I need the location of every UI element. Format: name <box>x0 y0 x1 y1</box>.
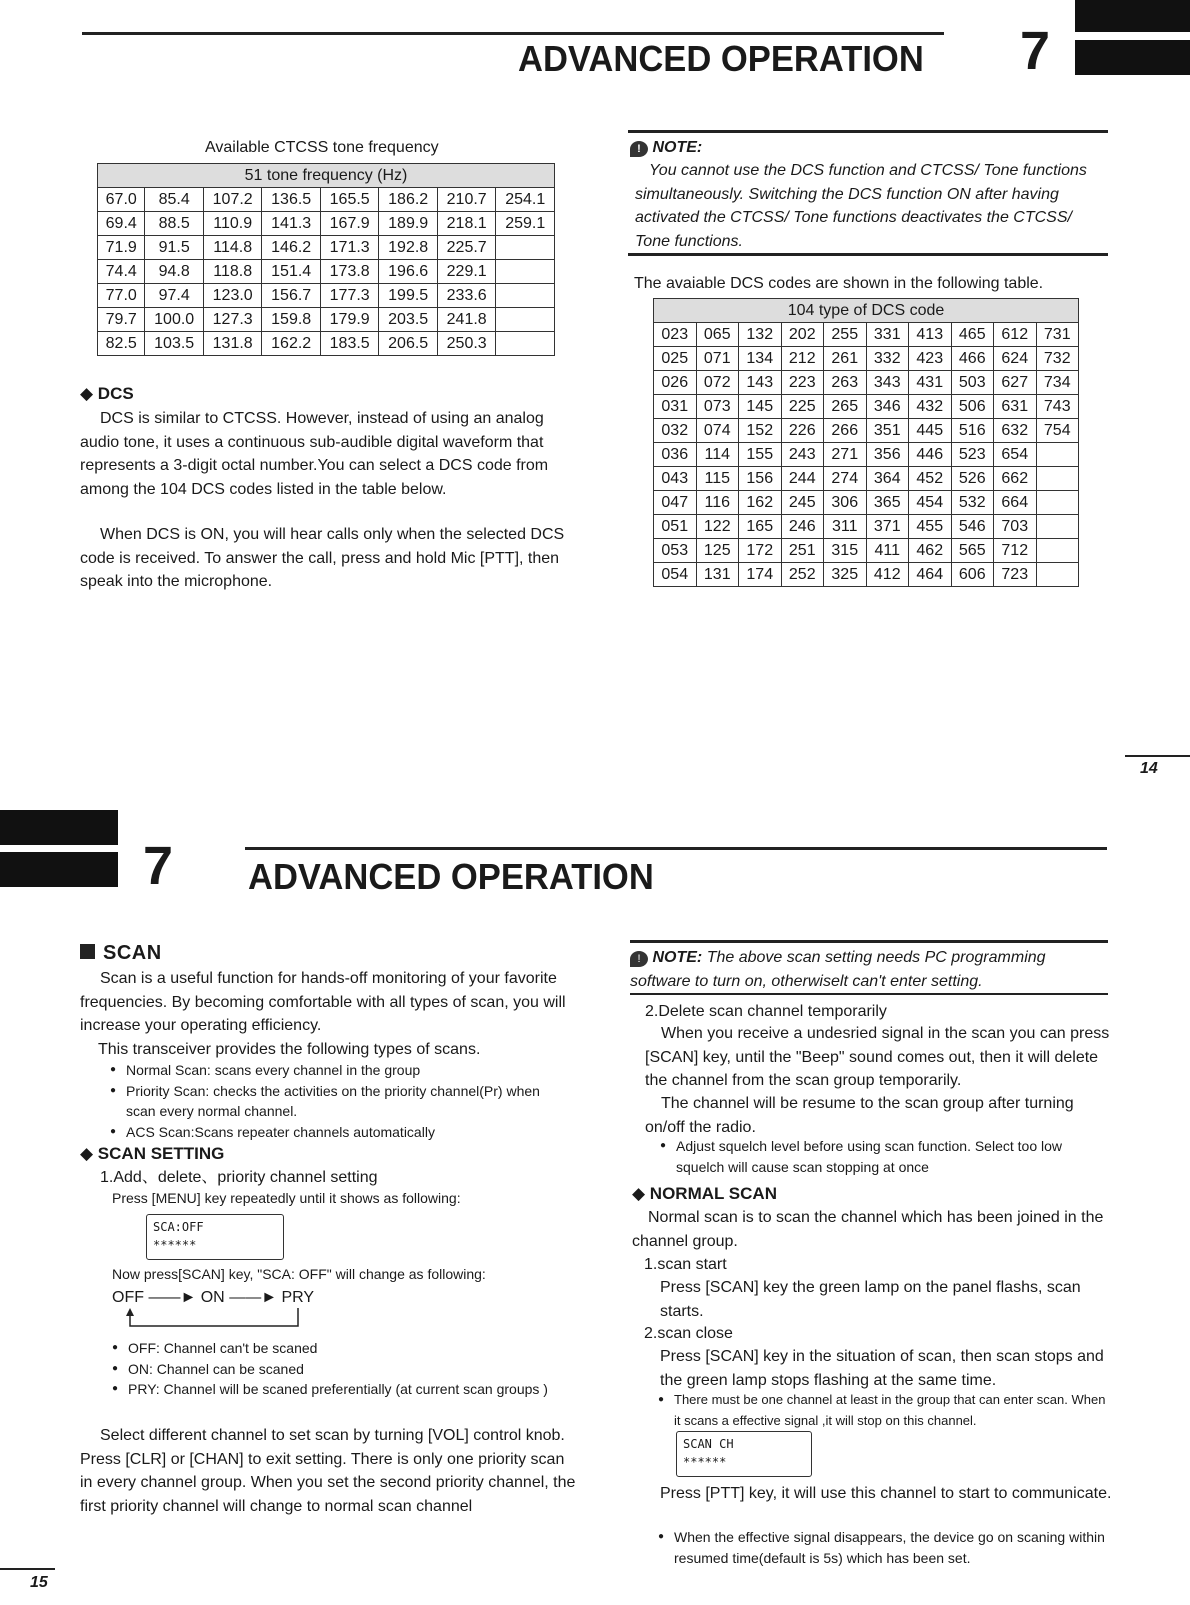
table-cell: 183.5 <box>320 332 379 356</box>
table-cell: 123.0 <box>203 284 262 308</box>
table-cell: 031 <box>654 395 697 419</box>
table-cell: 032 <box>654 419 697 443</box>
table-cell: 74.4 <box>98 260 145 284</box>
table-cell: 074 <box>696 419 739 443</box>
table-cell: 79.7 <box>98 308 145 332</box>
cycle-pry: PRY <box>281 1289 315 1306</box>
table-cell: 043 <box>654 467 697 491</box>
table-cell: 703 <box>994 515 1037 539</box>
note-icon: ! <box>630 951 648 967</box>
diamond-icon: ◆ <box>80 384 98 403</box>
table-cell: 331 <box>866 323 909 347</box>
table-cell: 411 <box>866 539 909 563</box>
table-cell: 189.9 <box>379 212 438 236</box>
table-cell: 196.6 <box>379 260 438 284</box>
table-cell: 054 <box>654 563 697 587</box>
table-cell: 192.8 <box>379 236 438 260</box>
table-cell: 606 <box>951 563 994 587</box>
table-cell: 210.7 <box>437 188 496 212</box>
table-cell: 565 <box>951 539 994 563</box>
table-cell: 226 <box>781 419 824 443</box>
note-bottom-rule <box>628 253 1108 256</box>
table-cell: 306 <box>824 491 867 515</box>
page-number: 15 <box>30 1574 48 1591</box>
table-cell: 466 <box>951 347 994 371</box>
table-cell: 732 <box>1036 347 1079 371</box>
note-label: NOTE: <box>652 949 703 966</box>
table-cell <box>1036 563 1079 587</box>
table-cell: 423 <box>909 347 952 371</box>
scan-setting-heading: ◆ SCAN SETTING <box>80 1144 225 1163</box>
lcd-display <box>146 1214 284 1260</box>
table-cell: 156.7 <box>262 284 321 308</box>
table-cell: 412 <box>866 563 909 587</box>
table-cell: 462 <box>909 539 952 563</box>
table-cell: 365 <box>866 491 909 515</box>
select-paragraph: Select different channel to set scan by turning [VOL] control knob. Press [CLR] or [CHAN] to exit setting. There is only one priority scan in every channel group. When you set the second priority channel, the first priority channel will change to normal scan channel <box>80 1427 576 1515</box>
table-cell: 712 <box>994 539 1037 563</box>
table-cell: 162 <box>739 491 782 515</box>
note-icon: ! <box>630 141 648 157</box>
table-cell: 516 <box>951 419 994 443</box>
table-row <box>654 515 1079 539</box>
table-cell: 159.8 <box>262 308 321 332</box>
table-cell: 432 <box>909 395 952 419</box>
scan-types-intro: This transceiver provides the following types of scans. <box>98 1041 481 1058</box>
note-top-rule <box>628 130 1108 133</box>
table-row <box>654 467 1079 491</box>
table-cell: 100.0 <box>145 308 204 332</box>
table-cell: 023 <box>654 323 697 347</box>
table-cell: 452 <box>909 467 952 491</box>
ctcss-table-header: 51 tone frequency (Hz) <box>98 164 555 188</box>
table-cell: 243 <box>781 443 824 467</box>
table-cell: 136.5 <box>262 188 321 212</box>
table-cell: 465 <box>951 323 994 347</box>
table-cell: 351 <box>866 419 909 443</box>
lcd-line: ****** <box>153 1238 197 1252</box>
table-cell: 464 <box>909 563 952 587</box>
list-item: ● ON: Channel can be scaned <box>112 1359 572 1380</box>
table-cell: 734 <box>1036 371 1079 395</box>
table-cell: 155 <box>739 443 782 467</box>
note <box>630 946 1108 993</box>
table-cell: 143 <box>739 371 782 395</box>
table-cell: 172 <box>739 539 782 563</box>
page-number-rule <box>1125 755 1190 757</box>
list-item: ● Adjust squelch level before using scan function. Select too low squelch will cause scan stopping at once <box>660 1136 1110 1177</box>
table-cell: 115 <box>696 467 739 491</box>
table-cell: 364 <box>866 467 909 491</box>
table-cell: 114 <box>696 443 739 467</box>
chapter-number: 7 <box>143 836 174 896</box>
square-icon <box>80 944 95 959</box>
table-cell: 631 <box>994 395 1037 419</box>
table-cell: 315 <box>824 539 867 563</box>
table-cell: 91.5 <box>145 236 204 260</box>
lcd-line: ****** <box>683 1455 727 1469</box>
table-cell: 82.5 <box>98 332 145 356</box>
table-cell: 151.4 <box>262 260 321 284</box>
cycle-off: OFF <box>112 1289 144 1306</box>
table-cell: 233.6 <box>437 284 496 308</box>
table-row <box>654 323 1079 347</box>
table-cell: 177.3 <box>320 284 379 308</box>
table-cell: 97.4 <box>145 284 204 308</box>
table-cell: 203.5 <box>379 308 438 332</box>
diamond-icon: ◆ <box>632 1184 650 1203</box>
table-cell: 662 <box>994 467 1037 491</box>
table-cell: 454 <box>909 491 952 515</box>
table-cell: 223 <box>781 371 824 395</box>
table-cell: 072 <box>696 371 739 395</box>
normal-scan-heading: ◆ NORMAL SCAN <box>632 1184 777 1203</box>
table-cell: 145 <box>739 395 782 419</box>
table-cell <box>496 260 555 284</box>
table-cell: 743 <box>1036 395 1079 419</box>
table-cell: 371 <box>866 515 909 539</box>
table-cell: 263 <box>824 371 867 395</box>
chapter-tab-block <box>0 810 118 845</box>
ptt-paragraph: Press [PTT] key, it will use this channel to start to communicate. <box>660 1485 1112 1502</box>
dcs-heading: ◆ DCS <box>80 384 134 403</box>
table-cell: 225.7 <box>437 236 496 260</box>
table-cell: 122 <box>696 515 739 539</box>
table-cell: 624 <box>994 347 1037 371</box>
table-cell: 053 <box>654 539 697 563</box>
table-cell: 252 <box>781 563 824 587</box>
table-row <box>654 491 1079 515</box>
scan-types-list <box>110 1060 570 1142</box>
table-cell: 251 <box>781 539 824 563</box>
table-cell: 065 <box>696 323 739 347</box>
lcd-line: SCAN CH <box>683 1437 734 1451</box>
table-cell: 199.5 <box>379 284 438 308</box>
table-row <box>654 539 1079 563</box>
table-cell: 225 <box>781 395 824 419</box>
table-cell: 431 <box>909 371 952 395</box>
scan-close-bullet <box>658 1390 1113 1431</box>
table-cell: 167.9 <box>320 212 379 236</box>
table-cell: 325 <box>824 563 867 587</box>
table-cell: 250.3 <box>437 332 496 356</box>
table-cell: 265 <box>824 395 867 419</box>
table-cell: 311 <box>824 515 867 539</box>
note-text: The above scan setting needs PC programming software to turn on, otherwiselt can't enter setting. <box>630 949 1046 990</box>
table-cell: 346 <box>866 395 909 419</box>
table-cell <box>1036 539 1079 563</box>
table-cell: 246 <box>781 515 824 539</box>
list-item: ● Normal Scan: scans every channel in the group <box>110 1060 570 1081</box>
list-item: ● PRY: Channel will be scaned preferentially (at current scan groups ) <box>112 1379 572 1400</box>
table-cell: 186.2 <box>379 188 438 212</box>
table-row <box>98 260 555 284</box>
table-cell <box>1036 443 1079 467</box>
cycle-return-arrow <box>118 1306 303 1332</box>
table-cell: 731 <box>1036 323 1079 347</box>
table-row <box>98 332 555 356</box>
table-row <box>98 236 555 260</box>
table-cell: 446 <box>909 443 952 467</box>
table-cell: 173.8 <box>320 260 379 284</box>
table-cell: 526 <box>951 467 994 491</box>
table-cell: 546 <box>951 515 994 539</box>
table-cell: 036 <box>654 443 697 467</box>
now-press-text: Now press[SCAN] key, "SCA: OFF" will change as following: <box>112 1266 486 1282</box>
table-cell: 88.5 <box>145 212 204 236</box>
table-cell: 503 <box>951 371 994 395</box>
dcs-table-header: 104 type of DCS code <box>654 299 1079 323</box>
table-cell: 107.2 <box>203 188 262 212</box>
table-cell: 274 <box>824 467 867 491</box>
table-cell: 271 <box>824 443 867 467</box>
table-cell: 261 <box>824 347 867 371</box>
setting-step: 1.Add、delete、priority channel setting <box>100 1169 378 1186</box>
normal-scan-paragraph: Normal scan is to scan the channel which has been joined in the channel group. <box>632 1209 1104 1250</box>
table-cell: 245 <box>781 491 824 515</box>
table-cell <box>496 236 555 260</box>
dcs-paragraph: When DCS is ON, you will hear calls only when the selected DCS code is received. To answer the call, press and hold Mic [PTT], then speak into the microphone. <box>80 526 565 590</box>
table-cell: 259.1 <box>496 212 555 236</box>
cycle-on: ON <box>200 1289 225 1306</box>
table-cell: 131 <box>696 563 739 587</box>
table-cell: 85.4 <box>145 188 204 212</box>
table-row <box>654 371 1079 395</box>
table-cell: 654 <box>994 443 1037 467</box>
table-row <box>98 284 555 308</box>
table-cell: 152 <box>739 419 782 443</box>
table-cell: 413 <box>909 323 952 347</box>
diamond-icon: ◆ <box>80 1144 98 1163</box>
table-cell: 229.1 <box>437 260 496 284</box>
chapter-number: 7 <box>1020 21 1051 81</box>
table-cell: 162.2 <box>262 332 321 356</box>
table-cell: 206.5 <box>379 332 438 356</box>
table-cell: 025 <box>654 347 697 371</box>
bottom-header-rule <box>245 847 1107 850</box>
table-cell: 165.5 <box>320 188 379 212</box>
table-cell: 071 <box>696 347 739 371</box>
table-cell: 141.3 <box>262 212 321 236</box>
table-cell: 612 <box>994 323 1037 347</box>
table-cell: 71.9 <box>98 236 145 260</box>
table-row <box>654 443 1079 467</box>
table-cell: 532 <box>951 491 994 515</box>
table-cell: 664 <box>994 491 1037 515</box>
list-item: ● Priority Scan: checks the activities on the priority channel(Pr) when scan every normal channel. <box>110 1081 570 1122</box>
scan-close-heading: 2.scan close <box>644 1325 733 1342</box>
table-cell: 266 <box>824 419 867 443</box>
table-cell: 523 <box>951 443 994 467</box>
table-cell: 051 <box>654 515 697 539</box>
chapter-tab-block <box>1075 40 1190 75</box>
table-cell: 132 <box>739 323 782 347</box>
table-row <box>654 395 1079 419</box>
chapter-tab-block <box>1075 0 1190 32</box>
table-cell: 754 <box>1036 419 1079 443</box>
table-cell: 114.8 <box>203 236 262 260</box>
list-item: ● There must be one channel at least in the group that can enter scan. When it scans a effective signal ,it will stop on this channel. <box>658 1390 1113 1431</box>
table-row <box>654 563 1079 587</box>
mode-list <box>112 1338 572 1400</box>
table-cell: 241.8 <box>437 308 496 332</box>
table-cell: 77.0 <box>98 284 145 308</box>
table-cell: 254.1 <box>496 188 555 212</box>
dcs-caption: The avaiable DCS codes are shown in the following table. <box>634 275 1044 292</box>
table-cell <box>1036 467 1079 491</box>
list-item: ● When the effective signal disappears, the device go on scaning within resumed time(default is 5s) which has been set. <box>658 1527 1113 1568</box>
table-cell: 174 <box>739 563 782 587</box>
table-cell <box>496 332 555 356</box>
note-text: You cannot use the DCS function and CTCSS/ Tone functions simultaneously. Switching the DCS function ON after having activated the CTCSS/ Tone functions deactivates the CTCSS/ Tone functions. <box>635 162 1087 250</box>
delete-heading: 2.Delete scan channel temporarily <box>645 1003 887 1020</box>
arrow-right-icon: ——► <box>148 1289 201 1306</box>
page-title: ADVANCED OPERATION <box>518 38 924 79</box>
scan-start-heading: 1.scan start <box>644 1256 727 1273</box>
scan-start-paragraph: Press [SCAN] key the green lamp on the panel flashs, scan starts. <box>660 1279 1081 1320</box>
table-cell: 356 <box>866 443 909 467</box>
page-number-rule <box>0 1568 55 1570</box>
table-cell: 332 <box>866 347 909 371</box>
table-cell: 506 <box>951 395 994 419</box>
delete-bullet <box>660 1136 1110 1177</box>
top-header-rule <box>82 32 944 35</box>
table-row <box>98 308 555 332</box>
table-cell: 073 <box>696 395 739 419</box>
table-cell: 047 <box>654 491 697 515</box>
table-cell: 131.8 <box>203 332 262 356</box>
table-cell: 218.1 <box>437 212 496 236</box>
table-cell: 134 <box>739 347 782 371</box>
delete-paragraph: When you receive a undesried signal in the scan you can press [SCAN] key, until the "Beep" sound comes out, then it will delete the channel from the scan group temporarily. <box>645 1025 1110 1089</box>
table-cell: 026 <box>654 371 697 395</box>
table-cell: 67.0 <box>98 188 145 212</box>
table-cell: 125 <box>696 539 739 563</box>
table-cell: 202 <box>781 323 824 347</box>
delete-paragraph: The channel will be resume to the scan group after turning on/off the radio. <box>645 1095 1074 1136</box>
ctcss-caption: Available CTCSS tone frequency <box>205 139 439 156</box>
table-cell: 171.3 <box>320 236 379 260</box>
table-cell: 627 <box>994 371 1037 395</box>
page-title: ADVANCED OPERATION <box>248 856 654 897</box>
scan-heading: SCAN <box>80 942 162 965</box>
arrow-right-icon: ——► <box>229 1289 282 1306</box>
setting-press: Press [MENU] key repeatedly until it shows as following: <box>112 1190 461 1206</box>
note-label: ! NOTE: <box>630 136 702 160</box>
table-cell: 156 <box>739 467 782 491</box>
table-row <box>98 212 555 236</box>
table-row <box>98 188 555 212</box>
table-cell <box>496 308 555 332</box>
dcs-table <box>653 298 1079 587</box>
note-bottom-rule <box>630 993 1108 995</box>
table-cell: 179.9 <box>320 308 379 332</box>
list-item: ● ACS Scan:Scans repeater channels automatically <box>110 1122 570 1143</box>
table-cell: 69.4 <box>98 212 145 236</box>
table-cell: 94.8 <box>145 260 204 284</box>
table-cell: 244 <box>781 467 824 491</box>
table-cell: 103.5 <box>145 332 204 356</box>
table-cell: 127.3 <box>203 308 262 332</box>
table-cell: 343 <box>866 371 909 395</box>
table-cell: 255 <box>824 323 867 347</box>
table-cell: 723 <box>994 563 1037 587</box>
table-cell <box>496 284 555 308</box>
lcd-display <box>676 1431 812 1477</box>
ctcss-table <box>97 163 555 356</box>
dcs-paragraph: DCS is similar to CTCSS. However, instead of using an analog audio tone, it uses a continuous sub-audible digital waveform that represents a 3-digit octal number.You can select a DCS code from among the 104 DCS codes listed in the table below. <box>80 410 549 498</box>
table-cell: 455 <box>909 515 952 539</box>
scan-close-paragraph: Press [SCAN] key in the situation of scan, then scan stops and the green lamp stops flashing at the same time. <box>660 1348 1104 1389</box>
table-row <box>654 419 1079 443</box>
table-row <box>654 347 1079 371</box>
page-number: 14 <box>1140 760 1158 777</box>
lcd-line: SCA:OFF <box>153 1220 204 1234</box>
table-cell <box>1036 491 1079 515</box>
table-cell: 445 <box>909 419 952 443</box>
table-cell: 632 <box>994 419 1037 443</box>
table-cell: 110.9 <box>203 212 262 236</box>
list-item: ● OFF: Channel can't be scaned <box>112 1338 572 1359</box>
table-cell: 116 <box>696 491 739 515</box>
scan-intro: Scan is a useful function for hands-off monitoring of your favorite frequencies. By becoming comfortable with all types of scan, you will increase your operating efficiency. <box>80 970 566 1034</box>
table-cell: 146.2 <box>262 236 321 260</box>
chapter-tab-block <box>0 852 118 887</box>
table-cell <box>1036 515 1079 539</box>
ptt-bullet <box>658 1527 1113 1568</box>
note-top-rule <box>630 940 1108 943</box>
table-cell: 212 <box>781 347 824 371</box>
table-cell: 118.8 <box>203 260 262 284</box>
table-cell: 165 <box>739 515 782 539</box>
